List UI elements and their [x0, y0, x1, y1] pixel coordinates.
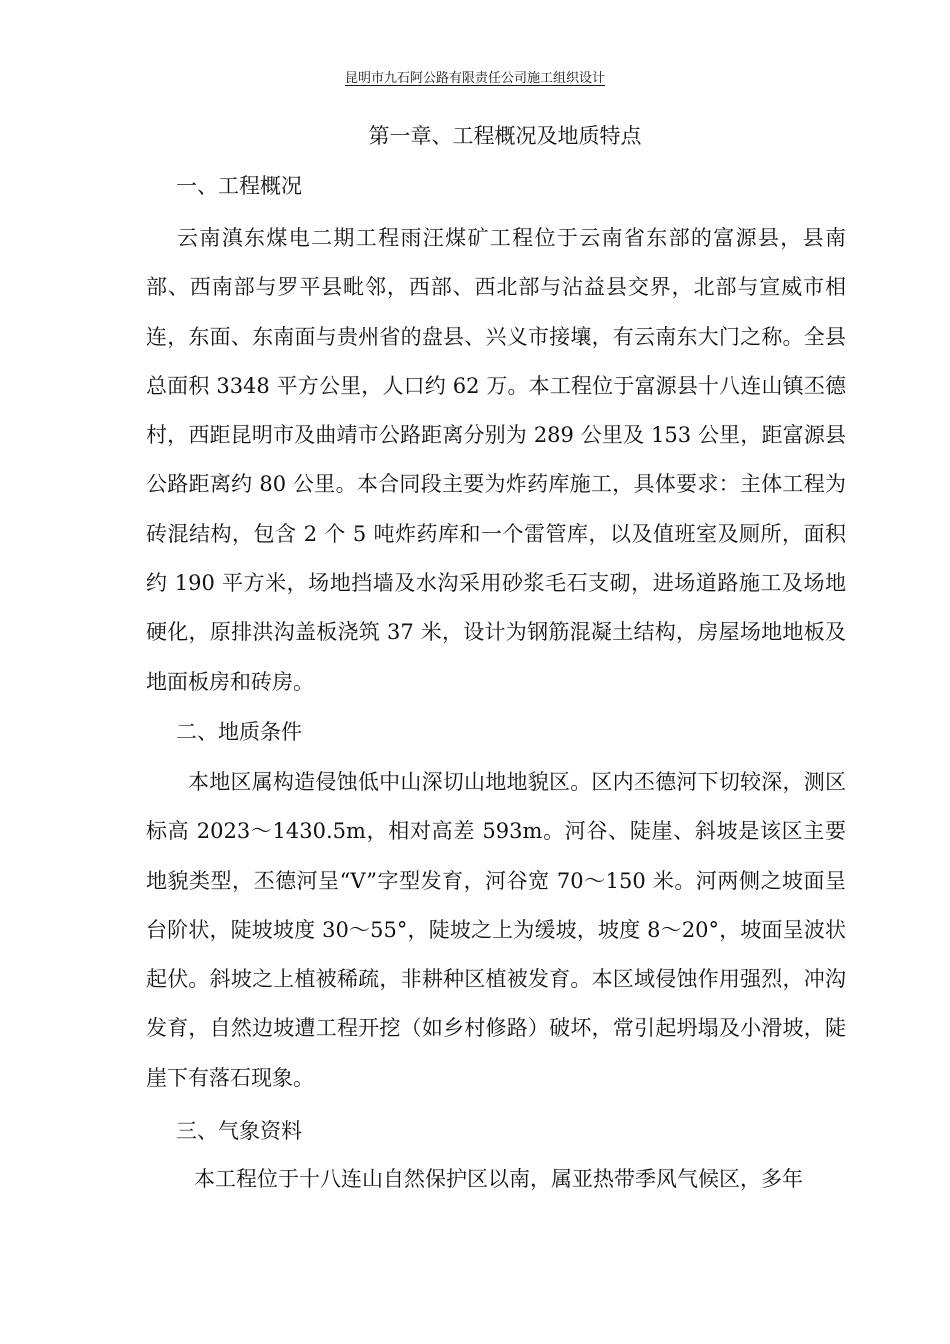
section-heading-meteorology: 三、气象资料 — [176, 1119, 302, 1143]
running-header-text: 昆明市九石阿公路有限责任公司施工组织设计 — [344, 71, 605, 86]
section-heading-overview: 一、工程概况 — [176, 174, 302, 198]
section-body-overview: 云南滇东煤电二期工程雨汪煤矿工程位于云南省东部的富源县，县南部、西南部与罗平县毗邻，西部、西北部与沾益县交界，北部与宣威市相连，东面、东南面与贵州省的盘县、兴义市接壤，有云南东大门之称。全县总面积 3348 平方公里，人口约 62 万。本工程位于富源县十八连山镇丕德村，西距昆明市及曲靖市公路距离分别为 289 公里及 153 公里，距富源县公路距离约 80 公里。本合同段主要为炸药库施工，具体要求：主体工程为砖混结构，包含 2 个 5 吨炸药库和一个雷管库，以及值班室及厕所，面积约 190 平方米，场地挡墙及水沟采用砂浆毛石支砌，进场道路施工及场地硬化，原排洪沟盖板浇筑 37 米，设计为钢筋混凝土结构，房屋场地地板及地面板房和砖房。 — [146, 226, 846, 694]
section-body-meteorology: 本工程位于十八连山自然保护区以南，属亚热带季风气候区，多年 — [194, 1167, 803, 1191]
running-header — [0, 70, 950, 88]
section-heading-geology: 二、地质条件 — [176, 720, 302, 744]
section-body-geology: 本地区属构造侵蚀低中山深切山地地貌区。区内丕德河下切较深，测区标高 2023～1430.5m，相对高差 593m。河谷、陡崖、斜坡是该区主要地貌类型，丕德河呈“V”字型发育，河谷宽 70～150 米。河两侧之坡面呈台阶状，陡坡坡度 30～55°，陡坡之上为缓坡，坡度 8～20°，坡面呈波状起伏。斜坡之上植被稀疏，非耕种区植被发育。本区域侵蚀作用强烈，冲沟发育，自然边坡遭工程开挖（如乡村修路）破坏，常引起坍塌及小滑坡，陡崖下有落石现象。 — [146, 770, 846, 1090]
chapter-title: 第一章、工程概况及地质特点 — [368, 124, 642, 148]
